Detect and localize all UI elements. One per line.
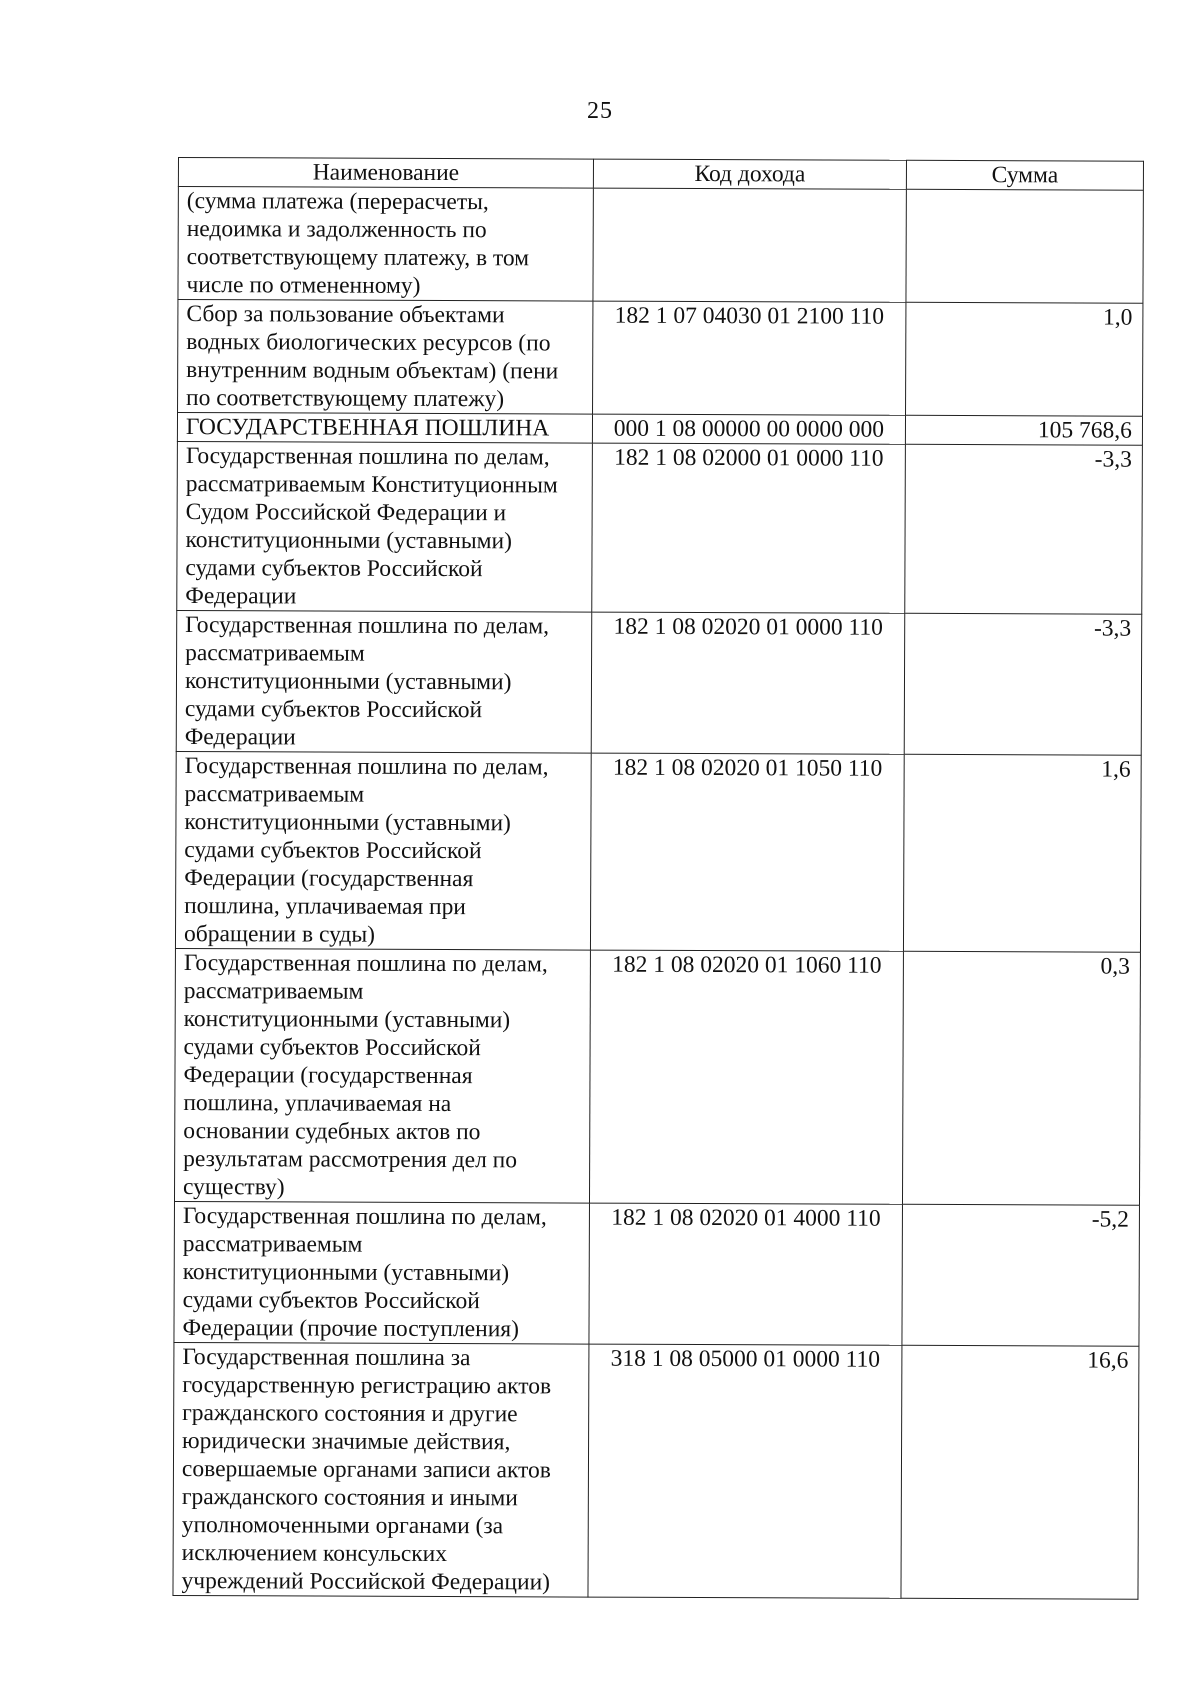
row-sum: -5,2 xyxy=(902,1204,1140,1346)
row-code: 182 1 08 02020 01 1050 110 xyxy=(590,753,904,951)
row-name: Государственная пошлина по делам, рассматриваемым конституционными (уставными) судами субъектов Российской Федерации (государственная пошлина, уплачиваемая при обращении в суды) xyxy=(175,751,591,950)
row-sum: -3,3 xyxy=(904,613,1142,755)
header-sum: Сумма xyxy=(906,160,1143,190)
revenue-table xyxy=(172,157,1144,1600)
header-code: Код дохода xyxy=(593,159,906,189)
table-row xyxy=(177,441,1143,614)
row-sum: 0,3 xyxy=(902,951,1140,1205)
row-code: 182 1 08 02020 01 4000 110 xyxy=(589,1203,903,1345)
table-row xyxy=(173,1342,1139,1599)
row-name: ГОСУДАРСТВЕННАЯ ПОШЛИНА xyxy=(177,413,592,444)
header-name: Наименование xyxy=(178,158,593,189)
table-header-row xyxy=(178,158,1143,191)
row-name: Государственная пошлина по делам, рассматриваемым конституционными (уставными) судами субъектов Российской Федерации xyxy=(176,610,592,753)
row-name: Государственная пошлина за государственную регистрацию актов гражданского состояния и другие юридически значимые действия, совершаемые органами записи актов гражданского состояния и иными уполномоченными органами (за исключением консульских учреждений Российской Федерации) xyxy=(173,1342,589,1597)
table-row xyxy=(174,948,1140,1205)
row-code xyxy=(593,188,906,302)
table-row xyxy=(178,187,1143,304)
row-sum: 1,0 xyxy=(906,302,1143,416)
row-sum: 1,6 xyxy=(903,754,1141,952)
table-row xyxy=(174,1201,1140,1346)
row-sum: 16,6 xyxy=(901,1345,1139,1599)
row-code: 182 1 08 02000 01 0000 110 xyxy=(592,443,906,613)
row-name: Государственная пошлина по делам, рассматриваемым конституционными (уставными) судами субъектов Российской Федерации (государственная пошлина, уплачиваемая на основании судебных актов по результатам рассмотрения дел по существу) xyxy=(174,948,590,1203)
row-sum xyxy=(906,189,1143,303)
row-code: 318 1 08 05000 01 0000 110 xyxy=(588,1344,902,1598)
row-name: Государственная пошлина по делам, рассматриваемым Конституционным Судом Российской Федерации и конституционными (уставными) судами субъектов Российской Федерации xyxy=(177,441,593,612)
row-sum: -3,3 xyxy=(905,444,1143,614)
table-row xyxy=(176,610,1142,755)
row-code: 182 1 08 02020 01 1060 110 xyxy=(589,950,903,1204)
revenue-table-container xyxy=(172,157,1143,1600)
row-name: Государственная пошлина по делам, рассматриваемым конституционными (уставными) судами субъектов Российской Федерации (прочие поступления) xyxy=(174,1201,590,1344)
row-code: 182 1 07 04030 01 2100 110 xyxy=(593,301,906,415)
page-number: 25 xyxy=(587,98,613,124)
row-name: (сумма платежа (перерасчеты, недоимка и задолженность по соответствующему платежу, в том числе по отмененному) xyxy=(178,187,593,302)
row-sum: 105 768,6 xyxy=(905,415,1142,445)
row-code: 182 1 08 02020 01 0000 110 xyxy=(591,612,905,754)
row-code: 000 1 08 00000 00 0000 000 xyxy=(592,414,905,444)
table-row xyxy=(177,413,1142,446)
table-row xyxy=(175,751,1141,952)
table-row xyxy=(178,300,1143,417)
row-name: Сбор за пользование объектами водных биологических ресурсов (по внутренним водным объектам) (пени по соответствующему платежу) xyxy=(178,300,593,415)
